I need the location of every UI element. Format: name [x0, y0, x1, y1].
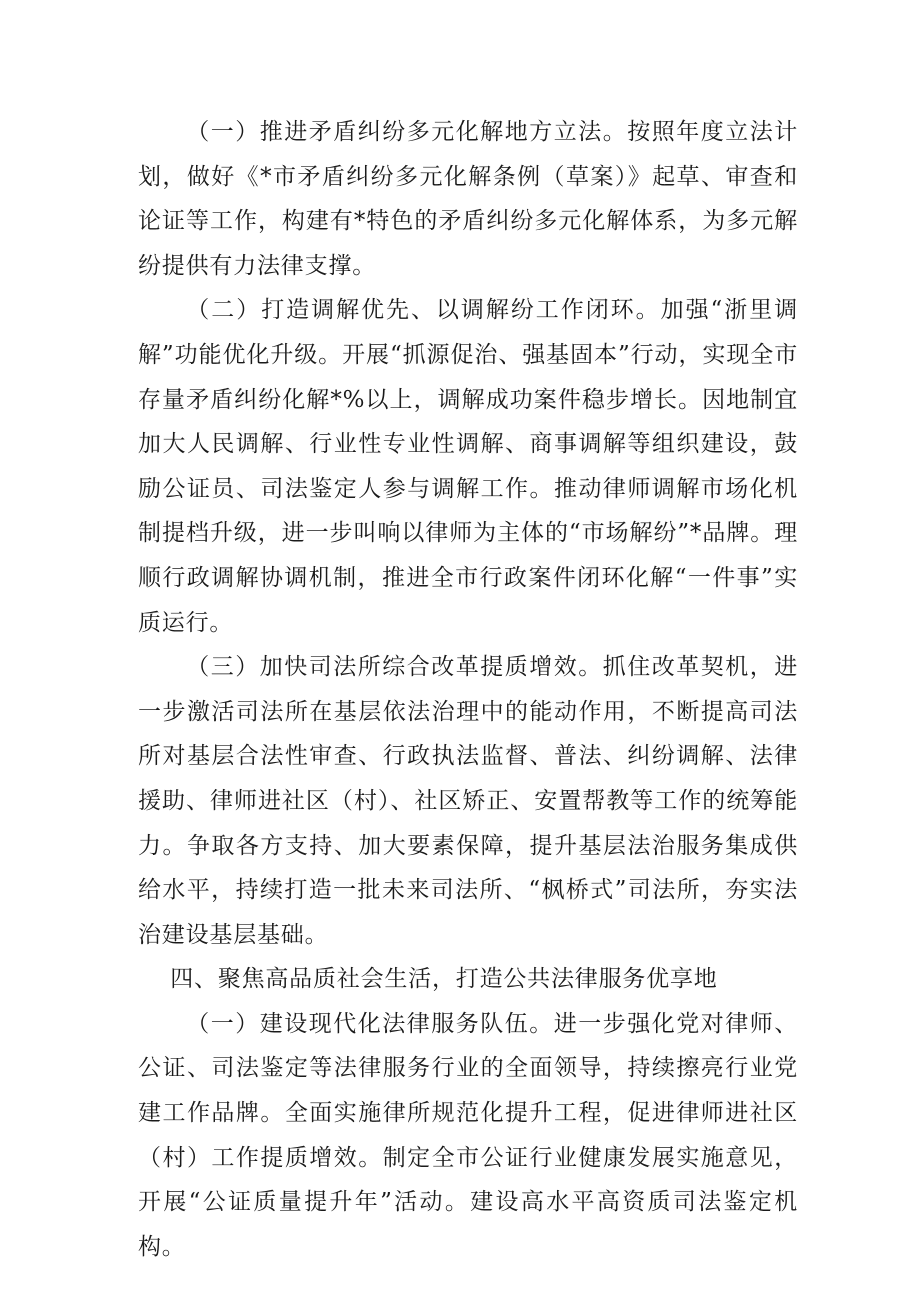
paragraph-legal-service-team: （一）建设现代化法律服务队伍。进一步强化党对律师、公证、司法鉴定等法律服务行业的全面领导，持续擦亮行业党建工作品牌。全面实施律所规范化提升工程，促进律师进社区（村）工作提质增效。制定全市公证行业健康发展实施意见，开展“公证质量提升年”活动。建设高水平高资质司法鉴定机构。 [138, 1010, 798, 1260]
section-heading: 四、聚焦高品质社会生活，打造公共法律服务优享地 [170, 966, 718, 993]
paragraph-legislation: （一）推进矛盾纠纷多元化解地方立法。按照年度立法计划，做好《*市矛盾纠纷多元化解条例（草案）》起草、审查和论证等工作，构建有*特色的矛盾纠纷多元化解体系，为多元解纷提供有力法律支撑。 [138, 119, 798, 279]
paragraph-judicial-office-reform: （三）加快司法所综合改革提质增效。抓住改革契机，进一步激活司法所在基层依法治理中的能动作用，不断提高司法所对基层合法性审查、行政执法监督、普法、纠纷调解、法律援助、律师进社区（村）、社区矫正、安置帮教等工作的统筹能力。争取各方支持、加大要素保障，提升基层法治服务集成供给水平，持续打造一批未来司法所、“枫桥式”司法所，夯实法治建设基层基础。 [138, 654, 798, 948]
document-body [138, 110, 798, 1269]
paragraph-mediation: （二）打造调解优先、以调解纷工作闭环。加强“浙里调解”功能优化升级。开展“抓源促治、强基固本”行动，实现全市存量矛盾纠纷化解*%以上，调解成功案件稳步增长。因地制宜加大人民调解、行业性专业性调解、商事调解等组织建设，鼓励公证员、司法鉴定人参与调解工作。推动律师调解市场化机制提档升级，进一步叫响以律师为主体的“市场解纷”*品牌。理顺行政调解协调机制，推进全市行政案件闭环化解“一件事”实质运行。 [138, 297, 798, 636]
